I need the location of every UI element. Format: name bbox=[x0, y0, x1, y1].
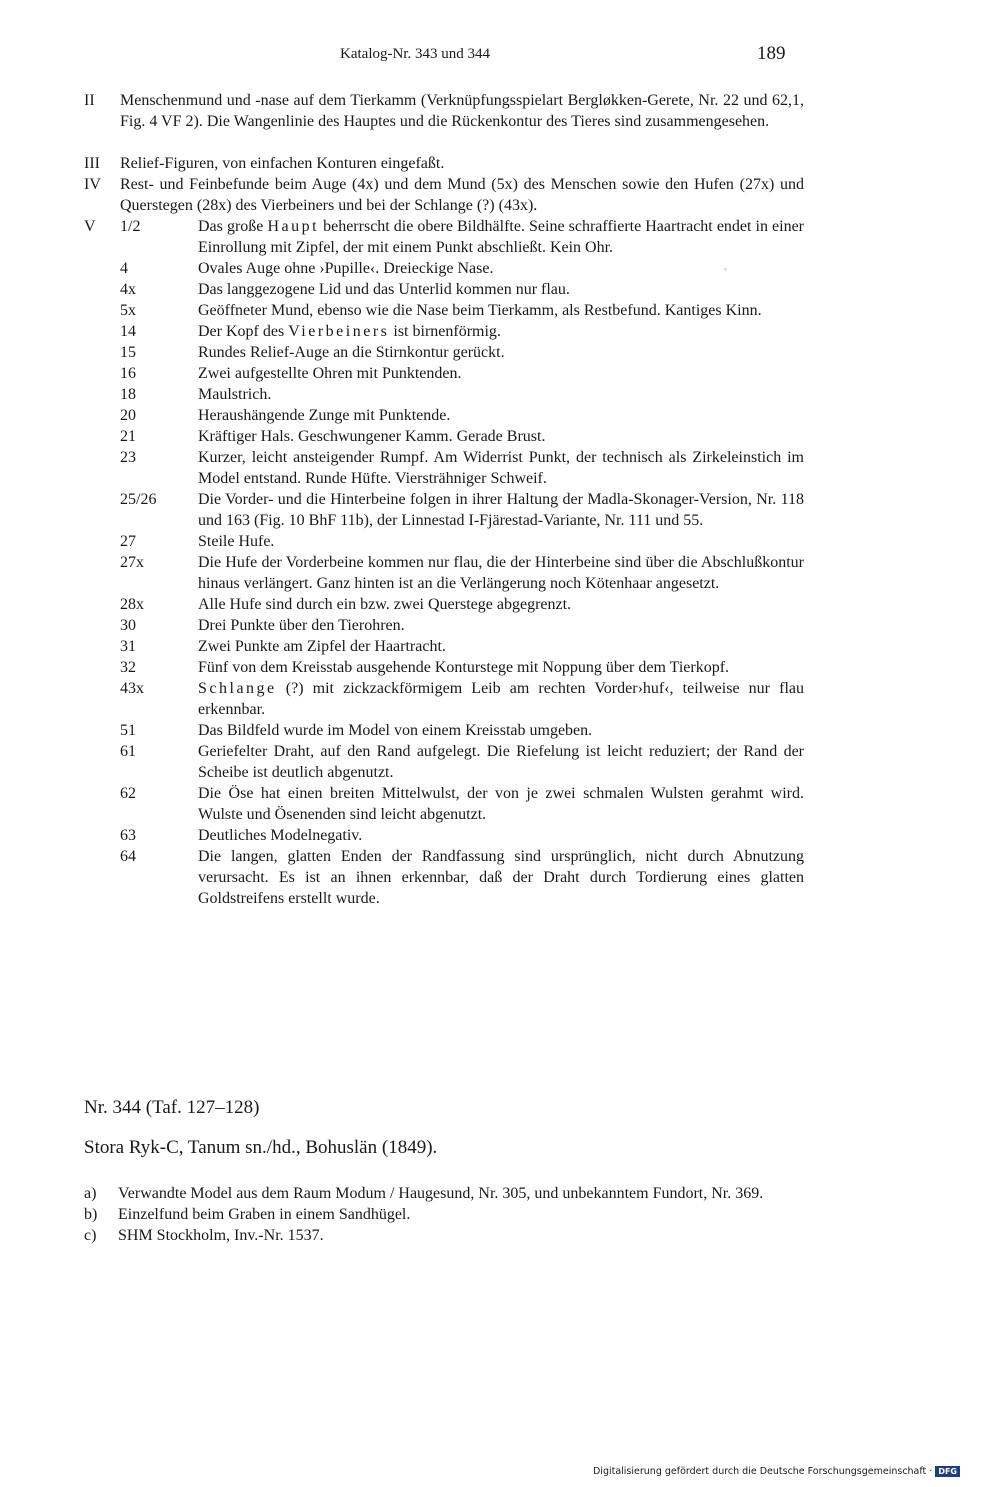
detail-text bbox=[198, 321, 804, 342]
entry-title: Nr. 344 (Taf. 127–128) bbox=[84, 1097, 260, 1118]
section-text: Menschenmund und -nase auf dem Tierkamm (Verknüpfungsspielart Bergløkken-Gerete, Nr. 22 und 62,1, Fig. 4 VF 2). Die Wangenlinie des Hauptes und die Rückenkontur des Tieres sind zusammengesehen. bbox=[120, 92, 804, 130]
detail-row bbox=[120, 678, 804, 720]
detail-number: 4 bbox=[120, 260, 128, 277]
note-text: SHM Stockholm, Inv.-Nr. 1537. bbox=[118, 1227, 324, 1244]
detail-row bbox=[120, 825, 804, 846]
detail-row bbox=[120, 594, 804, 615]
detail-text: Das Bildfeld wurde im Model von einem Kreisstab umgeben. bbox=[198, 722, 593, 739]
entry-notes bbox=[84, 1183, 804, 1246]
detail-text-part: (?) mit zickzackförmigem Leib am rechten Vorder›huf‹, teilweise nur flau erkennbar. bbox=[198, 680, 804, 718]
detail-row bbox=[120, 342, 804, 363]
detail-number: 62 bbox=[120, 785, 136, 802]
detail-text: Zwei aufgestellte Ohren mit Punktenden. bbox=[198, 365, 462, 382]
note-row bbox=[84, 1204, 804, 1225]
footer-credit bbox=[593, 1466, 960, 1477]
note-row bbox=[84, 1183, 804, 1204]
detail-text: Maulstrich. bbox=[198, 386, 272, 403]
detail-row bbox=[120, 657, 804, 678]
detail-number: 21 bbox=[120, 428, 136, 445]
spaced-term: Haupt bbox=[267, 218, 320, 235]
detail-number: 23 bbox=[120, 449, 136, 466]
detail-number: 14 bbox=[120, 323, 136, 340]
detail-text: Drei Punkte über den Tierohren. bbox=[198, 617, 405, 634]
detail-row bbox=[120, 363, 804, 384]
spaced-term: Schlange bbox=[198, 680, 277, 697]
note-text: Verwandte Model aus dem Raum Modum / Haugesund, Nr. 305, und unbekanntem Fundort, Nr. 369. bbox=[118, 1185, 764, 1202]
stray-mark: ◦ bbox=[724, 264, 728, 274]
page-number: 189 bbox=[757, 43, 786, 64]
detail-row bbox=[120, 321, 804, 342]
detail-text: Ovales Auge ohne ›Pupille‹. Dreieckige Nase. bbox=[198, 260, 494, 277]
entry-location: Stora Ryk-C, Tanum sn./hd., Bohuslän (1849). bbox=[84, 1137, 438, 1158]
detail-number: 63 bbox=[120, 827, 136, 844]
detail-row bbox=[120, 636, 804, 657]
section-numeral: III bbox=[84, 155, 100, 172]
note-row bbox=[84, 1225, 804, 1246]
detail-row bbox=[120, 741, 804, 783]
detail-row bbox=[120, 489, 804, 531]
detail-row bbox=[120, 783, 804, 825]
detail-number: 25/26 bbox=[120, 491, 157, 508]
detail-number: 4x bbox=[120, 281, 136, 298]
detail-number: 27x bbox=[120, 554, 144, 571]
section-text: Rest- und Feinbefunde beim Auge (4x) und dem Mund (5x) des Menschen sowie den Hufen (27x) und Querstegen (28x) des Vierbeiners und bei der Schlange (?) (43x). bbox=[120, 176, 804, 214]
detail-number: 64 bbox=[120, 848, 136, 865]
detail-number: 32 bbox=[120, 659, 136, 676]
detail-row bbox=[120, 384, 804, 405]
running-header-title: Katalog-Nr. 343 und 344 bbox=[340, 46, 490, 62]
detail-row bbox=[120, 615, 804, 636]
detail-row bbox=[120, 531, 804, 552]
detail-row bbox=[120, 258, 804, 279]
detail-text: Die Hufe der Vorderbeine kommen nur flau, die der Hinterbeine sind über die Abschlußkontur hinaus verlängert. Ganz hinten ist an die Verlängerung noch Kötenhaar angesetzt. bbox=[198, 554, 804, 592]
detail-text: Alle Hufe sind durch ein bzw. zwei Querstege abgegrenzt. bbox=[198, 596, 572, 613]
detail-text-part: Der Kopf des bbox=[198, 323, 289, 340]
detail-text bbox=[198, 678, 804, 720]
section-numeral: II bbox=[84, 92, 95, 109]
detail-text bbox=[198, 216, 804, 258]
detail-number: 20 bbox=[120, 407, 136, 424]
detail-row bbox=[120, 447, 804, 489]
detail-number: 43x bbox=[120, 680, 144, 697]
detail-text: Zwei Punkte am Zipfel der Haartracht. bbox=[198, 638, 446, 655]
section-iv bbox=[84, 174, 804, 216]
spaced-term: Vierbeiners bbox=[288, 323, 390, 340]
detail-text: Rundes Relief-Auge an die Stirnkontur gerückt. bbox=[198, 344, 505, 361]
detail-text: Das langgezogene Lid und das Unterlid kommen nur flau. bbox=[198, 281, 570, 298]
detail-text-part: beherrscht die obere Bildhälfte. Seine schraffierte Haartracht endet in einer Einrollung mit Zipfel, der mit einem Punkt abschließt. Kein Ohr. bbox=[198, 218, 804, 256]
section-ii bbox=[84, 90, 804, 132]
detail-row bbox=[120, 300, 804, 321]
detail-number: 18 bbox=[120, 386, 136, 403]
section-v-detail-list bbox=[120, 216, 804, 909]
detail-text: Die Vorder- und die Hinterbeine folgen in ihrer Haltung der Madla-Skonager-Version, Nr. 118 und 163 (Fig. 10 BhF 11b), der Linnestad I-Fjärestad-Variante, Nr. 111 und 55. bbox=[198, 491, 804, 529]
detail-row bbox=[120, 426, 804, 447]
detail-row bbox=[120, 720, 804, 741]
detail-text: Kurzer, leicht ansteigender Rumpf. Am Widerrist Punkt, der technisch als Zirkeleinstich im Model entstand. Runde Hüfte. Viersträhniger Schweif. bbox=[198, 449, 804, 487]
detail-number: 61 bbox=[120, 743, 136, 760]
section-numeral: IV bbox=[84, 176, 101, 193]
detail-row bbox=[120, 216, 804, 258]
detail-number: 27 bbox=[120, 533, 136, 550]
section-text: Relief-Figuren, von einfachen Konturen eingefaßt. bbox=[120, 155, 445, 172]
detail-text: Die langen, glatten Enden der Randfassung sind ursprünglich, nicht durch Abnutzung verursacht. Es ist an ihnen erkennbar, daß der Draht durch Tordierung eines glatten Goldstreifens erstellt wurde. bbox=[198, 848, 804, 907]
detail-text: Geöffneter Mund, ebenso wie die Nase beim Tierkamm, als Restbefund. Kantiges Kinn. bbox=[198, 302, 762, 319]
detail-row bbox=[120, 279, 804, 300]
detail-text: Deutliches Modelnegativ. bbox=[198, 827, 363, 844]
detail-text: Geriefelter Draht, auf den Rand aufgelegt. Die Riefelung ist leicht reduziert; der Rand der Scheibe ist deutlich abgenutzt. bbox=[198, 743, 804, 781]
detail-number: 1/2 bbox=[120, 218, 141, 235]
detail-number: 31 bbox=[120, 638, 136, 655]
note-label: b) bbox=[84, 1206, 98, 1223]
section-iii bbox=[84, 153, 804, 174]
detail-text: Steile Hufe. bbox=[198, 533, 275, 550]
dfg-logo: DFG bbox=[935, 1466, 960, 1477]
detail-number: 51 bbox=[120, 722, 136, 739]
detail-text: Heraushängende Zunge mit Punktende. bbox=[198, 407, 451, 424]
detail-text: Die Öse hat einen breiten Mittelwulst, der von je zwei schmalen Wulsten gerahmt wird. Wulste und Ösenenden sind leicht abgenutzt. bbox=[198, 785, 804, 823]
detail-number: 15 bbox=[120, 344, 136, 361]
detail-number: 30 bbox=[120, 617, 136, 634]
detail-number: 16 bbox=[120, 365, 136, 382]
note-label: a) bbox=[84, 1185, 97, 1202]
detail-text: Kräftiger Hals. Geschwungener Kamm. Gerade Brust. bbox=[198, 428, 546, 445]
detail-row bbox=[120, 552, 804, 594]
detail-text-part: Das große bbox=[198, 218, 268, 235]
detail-row bbox=[120, 846, 804, 909]
detail-text-part: ist birnenförmig. bbox=[389, 323, 501, 340]
footer-credit-text: Digitalisierung gefördert durch die Deutsche Forschungsgemeinschaft · bbox=[592, 1466, 933, 1477]
section-numeral: V bbox=[84, 218, 96, 235]
note-label: c) bbox=[84, 1227, 97, 1244]
note-text: Einzelfund beim Graben in einem Sandhügel. bbox=[118, 1206, 411, 1223]
detail-number: 5x bbox=[120, 302, 136, 319]
detail-number: 28x bbox=[120, 596, 144, 613]
detail-row bbox=[120, 405, 804, 426]
detail-text: Fünf von dem Kreisstab ausgehende Konturstege mit Noppung über dem Tierkopf. bbox=[198, 659, 730, 676]
